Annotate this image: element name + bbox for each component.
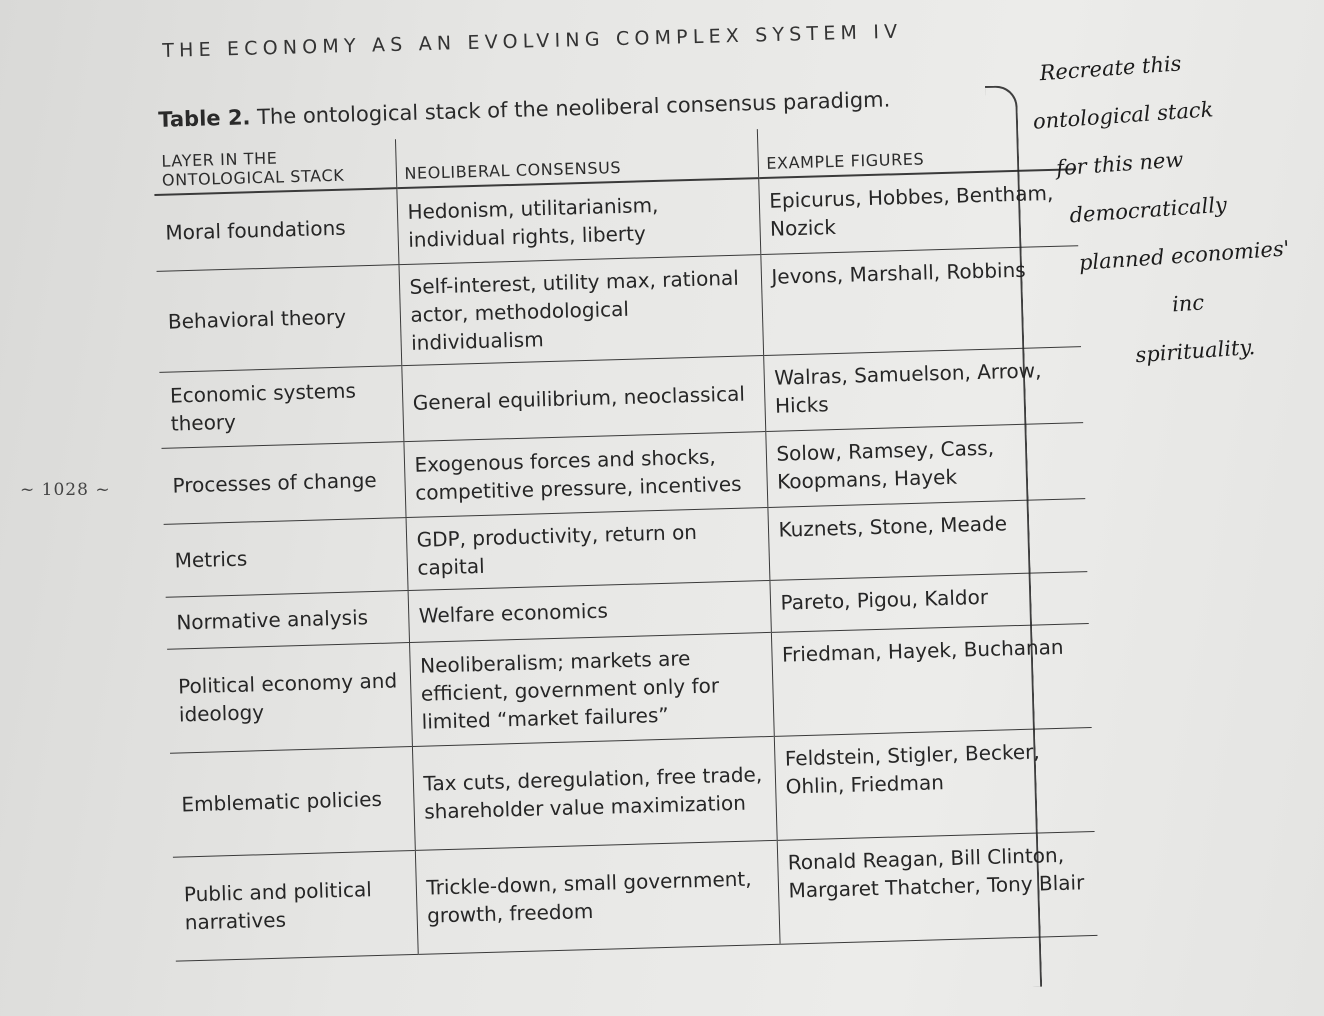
handwritten-line: for this new — [1055, 147, 1185, 181]
ontological-stack-table — [153, 120, 1097, 961]
handwritten-line: spirituality. — [1134, 334, 1256, 368]
figures-cell: Solow, Ramsey, Cass, Koopmans, Hayek — [765, 422, 1085, 507]
layer-cell: Public and political narratives — [173, 850, 418, 961]
figures-cell: Kuznets, Stone, Meade — [767, 498, 1087, 580]
handwritten-line: democratically — [1068, 192, 1228, 228]
layer-cell: Emblematic policies — [170, 746, 415, 857]
layer-cell: Processes of change — [161, 441, 405, 524]
header-layer: LAYER IN THE ONTOLOGICAL STACK — [153, 139, 396, 195]
table-container — [152, 82, 1105, 961]
layer-cell: Metrics — [164, 517, 408, 597]
handwritten-line: ontological stack — [1032, 97, 1215, 134]
consensus-cell: Tax cuts, deregulation, free trade, shareholder value maximization — [412, 736, 777, 850]
layer-cell: Behavioral theory — [157, 264, 402, 372]
figures-cell: Jevons, Marshall, Robbins — [760, 245, 1081, 355]
caption-text: The ontological stack of the neoliberal consensus paradigm. — [256, 87, 891, 130]
figures-cell: Friedman, Hayek, Buchanan — [771, 623, 1092, 736]
header-neoliberal-consensus: NEOLIBERAL CONSENSUS — [395, 129, 758, 188]
consensus-cell: Neoliberalism; markets are efficient, government only for limited “market failures” — [409, 632, 774, 746]
page-number: ~ 1028 ~ — [20, 480, 111, 500]
caption-label: Table 2. — [157, 105, 251, 132]
handwritten-line: inc — [1171, 290, 1205, 317]
layer-cell: Moral foundations — [154, 188, 398, 271]
header-example-figures: EXAMPLE FIGURES — [757, 120, 1076, 178]
figures-cell: Pareto, Pigou, Kaldor — [769, 571, 1088, 632]
consensus-cell: Trickle-down, small government, growth, freedom — [415, 840, 780, 954]
layer-cell: Political economy and ideology — [167, 642, 412, 753]
consensus-cell: Hedonism, utilitarianism, individual rights, liberty — [396, 178, 760, 264]
consensus-cell: Self-interest, utility max, rational actor, methodological individualism — [398, 254, 763, 365]
handwritten-line: planned economies' — [1078, 236, 1291, 275]
running-head: THE ECONOMY AS AN EVOLVING COMPLEX SYSTEM IV — [162, 20, 903, 62]
handwritten-note — [1028, 31, 1321, 385]
handwritten-line: Recreate this — [1038, 51, 1183, 86]
layer-cell: Normative analysis — [166, 590, 409, 649]
consensus-cell: GDP, productivity, return on capital — [406, 507, 770, 590]
figures-cell: Ronald Reagan, Bill Clinton, Margaret Thatcher, Tony Blair — [777, 831, 1098, 944]
figures-cell: Feldstein, Stigler, Becker, Ohlin, Friedman — [774, 727, 1095, 840]
consensus-cell: Welfare economics — [408, 580, 771, 642]
consensus-cell: General equilibrium, neoclassical — [401, 355, 765, 441]
layer-cell: Economic systems theory — [159, 365, 403, 448]
figures-cell: Walras, Samuelson, Arrow, Hicks — [763, 346, 1083, 431]
consensus-cell: Exogenous forces and shocks, competitive pressure, incentives — [403, 431, 767, 517]
figures-cell: Epicurus, Hobbes, Bentham, Nozick — [758, 169, 1078, 254]
